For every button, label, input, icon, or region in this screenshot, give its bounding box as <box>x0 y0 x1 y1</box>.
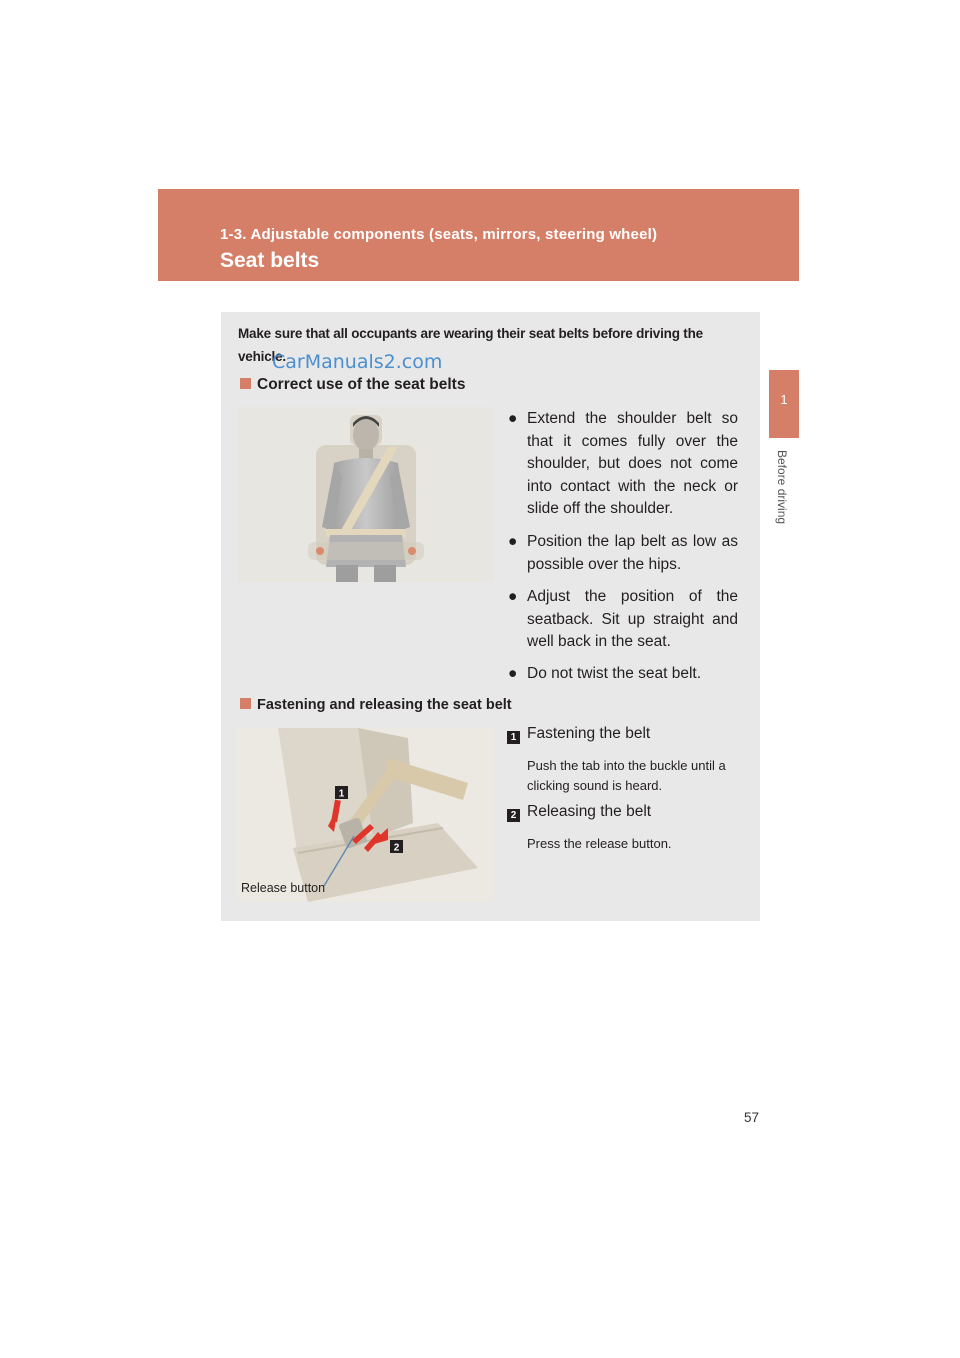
bullet-item: ● Extend the shoulder belt so that it comes fully over the shoulder, but does not come into contact with the neck or slide off the shoulder. <box>508 410 738 517</box>
svg-text:2: 2 <box>393 842 400 854</box>
chapter-label: Before driving <box>775 450 789 525</box>
section-label: 1-3. Adjustable components (seats, mirrors, steering wheel) <box>220 226 658 243</box>
bullet-dot-icon: ● <box>508 665 518 682</box>
bullet-item: ● Do not twist the seat belt. <box>508 663 738 686</box>
svg-text:1: 1 <box>338 788 345 800</box>
step-title: Releasing the belt <box>527 803 652 820</box>
buckle-illustration <box>238 728 494 902</box>
step-description: Press the release button. <box>527 836 672 851</box>
release-button-callout: Release button <box>241 881 326 895</box>
heading-text: Correct use of the seat belts <box>257 376 466 393</box>
step-number-badge: 1 <box>507 731 520 744</box>
heading-text: Fastening and releasing the seat belt <box>257 697 512 713</box>
heading-fastening <box>240 697 512 713</box>
bullet-item: ● Position the lap belt as low as possible over the hips. <box>508 533 738 573</box>
bullet-dot-icon: ● <box>508 533 518 550</box>
heading-square-icon <box>240 378 251 389</box>
intro-text: Make sure that all occupants are wearing their seat belts before driving the vehicle. <box>238 326 703 364</box>
heading-correct-use <box>240 376 465 394</box>
step-title: Fastening the belt <box>527 725 651 742</box>
bullet-dot-icon: ● <box>508 410 518 427</box>
step-description: Push the tab into the buckle until a clicking sound is heard. <box>527 758 726 793</box>
illustration-seated-person <box>238 407 494 582</box>
seated-person-illustration <box>238 407 494 582</box>
watermark: CarManuals2.com <box>272 351 443 373</box>
page-number: 57 <box>744 1110 760 1125</box>
bullet-dot-icon: ● <box>508 588 518 605</box>
heading-square-icon <box>240 698 251 709</box>
step-number-badge: 2 <box>507 809 520 822</box>
chapter-tab-number: 1 <box>780 392 788 407</box>
bullet-item: ● Adjust the position of the seatback. Sit up straight and well back in the seat. <box>508 588 738 650</box>
page-title: Seat belts <box>220 249 320 272</box>
illustration-buckle <box>238 728 494 902</box>
